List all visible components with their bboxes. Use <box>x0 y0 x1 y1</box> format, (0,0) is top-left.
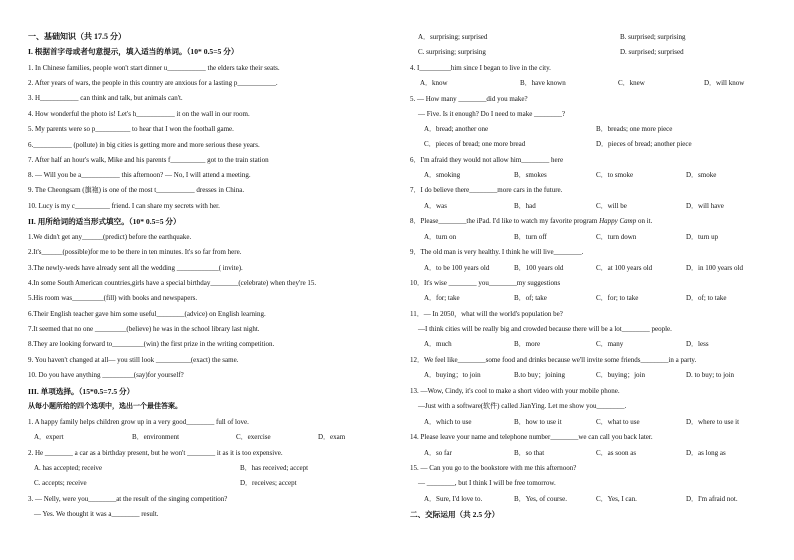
part1-item-2: 2. After years of wars, the people in this country are anxious for a lasting p___________. <box>28 79 278 87</box>
section-title-communication: 二、交际运用（共 2.5 分） <box>410 510 500 519</box>
question-10: 10．It's wise ________ you________my suggestions <box>410 279 561 287</box>
question-13: 13. —Wow, Cindy, it's cool to make a short video with your mobile phone. <box>410 387 620 395</box>
option-a: A．for; take <box>424 294 460 302</box>
question-6: 6．I'm afraid they would not allow him________ here <box>410 156 564 164</box>
option-b: B．of; take <box>514 294 547 302</box>
question-1: 1. A happy family helps children grow up in a very good________ full of love. <box>28 418 249 426</box>
question-2-options-row1 <box>28 464 403 473</box>
question-1-options <box>28 433 403 442</box>
option-c: C．Yes, I can. <box>596 495 637 503</box>
question-5-line2: — Five. Is it enough? Do I need to make ________? <box>418 110 566 118</box>
option-b: B．Yes, of course. <box>514 495 567 503</box>
option-d: D．where to use it <box>686 418 740 426</box>
part1-item-4: 4. How wonderful the photo is! Let's h___________ it on the wall in our room. <box>28 110 250 118</box>
part1-item-9: 9. The Cheongsam (旗袍) is one of the most t___________ dresses in China. <box>28 186 245 194</box>
option-a: A．much <box>424 340 452 348</box>
part2-item-3: 3.The newly-weds have already sent all the wedding ____________( invite). <box>28 264 243 272</box>
option-b: B．100 years old <box>514 264 564 272</box>
part2-item-6: 6.Their English teacher gave him some useful________(advice) on English learning. <box>28 310 266 318</box>
part1-item-6: 6.___________ (pollute) in big cities is getting more and more serious these years. <box>28 141 260 149</box>
question-15: 15. — Can you go to the bookstore with me this afternoon? <box>410 464 577 472</box>
question-8-text: 8．Please________the iPad. I'd like to watch my favorite program <box>410 217 600 225</box>
question-7: 7．I do believe there________more cars in the future. <box>410 186 563 194</box>
question-4: 4. I_________him since I began to live in the city. <box>410 64 551 72</box>
question-3-options-row1 <box>410 33 785 42</box>
option-c: C．for; to take <box>596 294 639 302</box>
option-c: C．at 100 years old <box>596 264 653 272</box>
option-b: B.to buy；joining <box>514 371 565 379</box>
option-a: A．to be 100 years old <box>424 264 490 272</box>
option-a: A. has accepted; receive <box>34 464 103 472</box>
part2-item-1: 1.We didn't get any______(predict) before the earthquake. <box>28 233 192 241</box>
question-8-options <box>410 233 785 242</box>
option-c: C．what to use <box>596 418 640 426</box>
question-11: 11．— In 2050，what will the world's population be? <box>410 310 563 318</box>
option-d: D．I'm afraid not. <box>686 495 738 503</box>
option-b: B．had <box>514 202 536 210</box>
option-a: A．know <box>420 79 448 87</box>
left-column <box>28 0 403 560</box>
question-11-options <box>410 340 785 349</box>
part1-item-5: 5. My parents were so p__________ to hear that I won the football game. <box>28 125 234 133</box>
question-5-options-row2 <box>410 140 785 149</box>
question-5: 5. — How many ________did you make? <box>410 95 528 103</box>
option-a: A．Sure, I'd love to. <box>424 495 483 503</box>
option-c: C．many <box>596 340 624 348</box>
option-d: D．receives; accept <box>240 479 297 487</box>
option-d: D．less <box>686 340 709 348</box>
option-d: D．of; to take <box>686 294 727 302</box>
question-14-options <box>410 449 785 458</box>
option-d: D．as long as <box>686 449 726 457</box>
part1-item-1: 1. In Chinese families, people won't start dinner u___________ the elders take their seats. <box>28 64 280 72</box>
option-d: D．turn up <box>686 233 719 241</box>
part2-title: II. 用所给词的适当形式填空。（10* 0.5=5 分） <box>28 217 181 226</box>
question-3: 3. — Nelly, were you________at the result of the singing competition? <box>28 495 228 503</box>
option-c: C．buying；join <box>596 371 646 379</box>
question-8-text-end: on it. <box>636 217 653 225</box>
question-3-options-row2 <box>410 48 785 57</box>
option-b: B．turn off <box>514 233 547 241</box>
option-d: D．exam <box>318 433 346 441</box>
part1-item-8: 8. — Will you be a___________ this afternoon? — No, I will attend a meeting. <box>28 171 251 179</box>
program-name: Happy Camp <box>599 217 637 225</box>
option-d: D．will have <box>686 202 724 210</box>
option-c: C．turn down <box>596 233 637 241</box>
question-9-options <box>410 264 785 273</box>
part1-item-3: 3. H___________ can think and talk, but animals can't. <box>28 94 183 102</box>
question-2-options-row2 <box>28 479 403 488</box>
option-c: C．will be <box>596 202 627 210</box>
part2-item-10: 10. Do you have anything _________(say)for yourself? <box>28 371 184 379</box>
option-a: A．was <box>424 202 447 210</box>
option-c: C．knew <box>618 79 645 87</box>
option-b: B．more <box>514 340 541 348</box>
section-title-basic-knowledge: 一、基础知识（共 17.5 分） <box>28 32 126 41</box>
question-12-options <box>410 371 785 380</box>
question-11-line2: —I think cities will be really big and crowded because there will be a lot________ people. <box>418 325 672 333</box>
option-a: A．buying；to join <box>424 371 481 379</box>
question-13-options <box>410 418 785 427</box>
part2-item-9: 9. You haven't changed at all— you still look __________(exact) the same. <box>28 356 239 364</box>
option-b: B．breads; one more piece <box>596 125 673 133</box>
option-d: D. to buy; to join <box>686 371 735 379</box>
option-d: D．pieces of bread; another piece <box>596 140 692 148</box>
part3-title: III. 单项选择。（15*0.5=7.5 分） <box>28 387 135 396</box>
question-5-options-row1 <box>410 125 785 134</box>
question-8 <box>410 217 652 226</box>
option-d: D. surprised; surprised <box>620 48 684 56</box>
option-a: A．bread; another one <box>424 125 489 133</box>
option-c: C．pieces of bread; one more bread <box>424 140 526 148</box>
question-13-line2: —Just with a software(软件) called JianYing. Let me show you________. <box>418 402 627 410</box>
question-15-line2: — ________, but I think I will be free tomorrow. <box>418 479 556 487</box>
question-15-options <box>410 495 785 504</box>
question-6-options <box>410 171 785 180</box>
option-c: C．as soon as <box>596 449 637 457</box>
part3-instruction: 从每小题所给的四个选项中，选出一个最佳答案。 <box>28 402 182 410</box>
question-2: 2. He ________ a car as a birthday present, but he won't ________ it as it is too expensive. <box>28 449 283 457</box>
option-a: A．surprising; surprised <box>418 33 488 41</box>
option-b: B．has received; accept <box>240 464 309 472</box>
option-c: C. surprising; surprising <box>418 48 486 56</box>
part2-item-5: 5.His room was_________(fill) with books and newspapers. <box>28 294 198 302</box>
option-b: B. surprised; surprising <box>620 33 686 41</box>
question-10-options <box>410 294 785 303</box>
question-14: 14. Please leave your name and telephone number________we can call you back later. <box>410 433 653 441</box>
option-a: A．smoking <box>424 171 461 179</box>
option-b: B．have known <box>520 79 566 87</box>
question-3-line2: — Yes. We thought it was a________ result. <box>34 510 159 518</box>
option-c: C．exercise <box>236 433 271 441</box>
option-a: A．so far <box>424 449 452 457</box>
question-7-options <box>410 202 785 211</box>
option-c: C．to smoke <box>596 171 634 179</box>
option-d: D．in 100 years old <box>686 264 743 272</box>
option-b: B．so that <box>514 449 545 457</box>
option-a: A．turn on <box>424 233 457 241</box>
option-b: B．smokes <box>514 171 547 179</box>
option-a: A．which to use <box>424 418 472 426</box>
part2-item-7: 7.It seemed that no one _________(believe) he was in the school library last night. <box>28 325 260 333</box>
right-column <box>410 0 785 560</box>
part1-title: I. 根据首字母或者句意提示，填入适当的单词。（10* 0.5=5 分） <box>28 47 239 56</box>
part2-item-4: 4.In some South American countries,girls have a special birthday________(celebrate) when they're 15. <box>28 279 317 287</box>
question-12: 12．We feel like________some food and drinks because we'll invite some friends________in a party. <box>410 356 697 364</box>
option-a: A．expert <box>34 433 64 441</box>
option-d: D．smoke <box>686 171 717 179</box>
option-d: D．will know <box>704 79 745 87</box>
option-c: C. accepts; receive <box>34 479 87 487</box>
option-b: B．how to use it <box>514 418 562 426</box>
question-9: 9．The old man is very healthy. I think he will live________. <box>410 248 584 256</box>
part2-item-8: 8.They are looking forward to_________(win) the first prize in the writing competition. <box>28 340 275 348</box>
part2-item-2: 2.It's______(possible)for me to be there in ten minutes. It's so far from here. <box>28 248 242 256</box>
option-b: B．environment <box>132 433 180 441</box>
question-4-options <box>410 79 785 88</box>
part1-item-7: 7. After half an hour's walk, Mike and his parents f__________ got to the train station <box>28 156 269 164</box>
part1-item-10: 10. Lucy is my c__________ friend. I can share my secrets with her. <box>28 202 220 210</box>
